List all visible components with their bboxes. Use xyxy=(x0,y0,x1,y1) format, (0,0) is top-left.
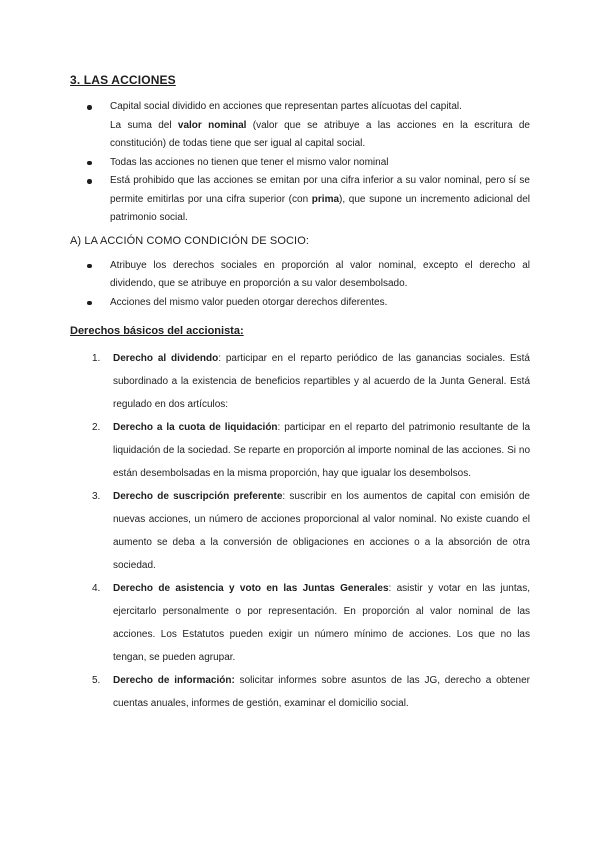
numbered-item-text: Derecho de suscripción preferente: suscribir en los aumentos de capital con emisión de nuevas acciones, un número de acciones proporcional al valor nominal. No existe cuando el aumento se deba a la conversión de obligaciones en acciones o a la absorción de otra sociedad. xyxy=(113,491,530,571)
socio-bullet-list xyxy=(70,257,530,313)
intro-bullet-list xyxy=(70,98,530,228)
numbered-item xyxy=(70,347,530,416)
bullet-icon xyxy=(87,161,92,166)
list-item xyxy=(70,154,530,173)
item-number: 1. xyxy=(92,353,101,364)
item-number: 4. xyxy=(92,583,101,594)
derechos-numbered-list xyxy=(70,347,530,715)
numbered-item xyxy=(70,577,530,669)
item-number: 3. xyxy=(92,491,101,502)
list-item xyxy=(70,98,530,154)
bullet-icon xyxy=(87,264,92,269)
list-item-text: Capital social dividido en acciones que representan partes alícuotas del capital. La suma del valor nominal (valor que se atribuye a las acciones en la escritura de constitución) de todas tiene que ser igual al capital social. xyxy=(110,101,530,149)
bullet-icon xyxy=(87,105,92,110)
list-item-text: Todas las acciones no tienen que tener el mismo valor nominal xyxy=(110,156,389,168)
derechos-heading: Derechos básicos del accionista: xyxy=(70,325,244,337)
numbered-item xyxy=(70,416,530,485)
numbered-item-text: Derecho de información: solicitar informes sobre asuntos de las JG, derecho a obtener cuentas anuales, informes de gestión, examinar el domicilio social. xyxy=(113,675,530,709)
page-title: 3. LAS ACCIONES xyxy=(70,73,176,87)
numbered-item-text: Derecho a la cuota de liquidación: participar en el reparto del patrimonio resultante de la liquidación de la sociedad. Se reparte en proporción al importe nominal de las acciones. Si no están desembolsadas en la misma proporción, hay que igualar los desembolsos. xyxy=(113,422,531,479)
bullet-icon xyxy=(87,179,92,184)
numbered-item xyxy=(70,485,530,577)
list-item xyxy=(70,172,530,228)
section-a-heading: A) LA ACCIÓN COMO CONDICIÓN DE SOCIO: xyxy=(70,234,310,247)
numbered-item xyxy=(70,669,530,715)
item-number: 2. xyxy=(92,422,101,433)
list-item-text: Atribuye los derechos sociales en proporción al valor nominal, excepto el derecho al dividendo, que se atribuye en proporción a su valor desembolsado. xyxy=(110,259,530,289)
list-item-text: Está prohibido que las acciones se emitan por una cifra inferior a su valor nominal, pero sí se permite emitirlas por una cifra superior (con prima), que supone un incremento adicional del patrimonio social. xyxy=(110,175,530,223)
list-item xyxy=(70,294,530,313)
bullet-icon xyxy=(87,301,92,306)
item-number: 5. xyxy=(92,675,101,686)
list-item xyxy=(70,257,530,294)
numbered-item-text: Derecho al dividendo: participar en el reparto periódico de las ganancias sociales. Está subordinado a la existencia de beneficios repartibles y al acuerdo de la Junta General. Está regulado en dos artículos: xyxy=(113,353,530,410)
list-item-text: Acciones del mismo valor pueden otorgar derechos diferentes. xyxy=(110,296,388,308)
numbered-item-text: Derecho de asistencia y voto en las Juntas Generales: asistir y votar en las juntas, ejercitarlo personalmente o por representación. En proporción al valor nominal de las acciones. Los Estatutos pueden exigir un número mínimo de acciones. Los que no las tengan, se pueden agrupar. xyxy=(113,583,530,663)
